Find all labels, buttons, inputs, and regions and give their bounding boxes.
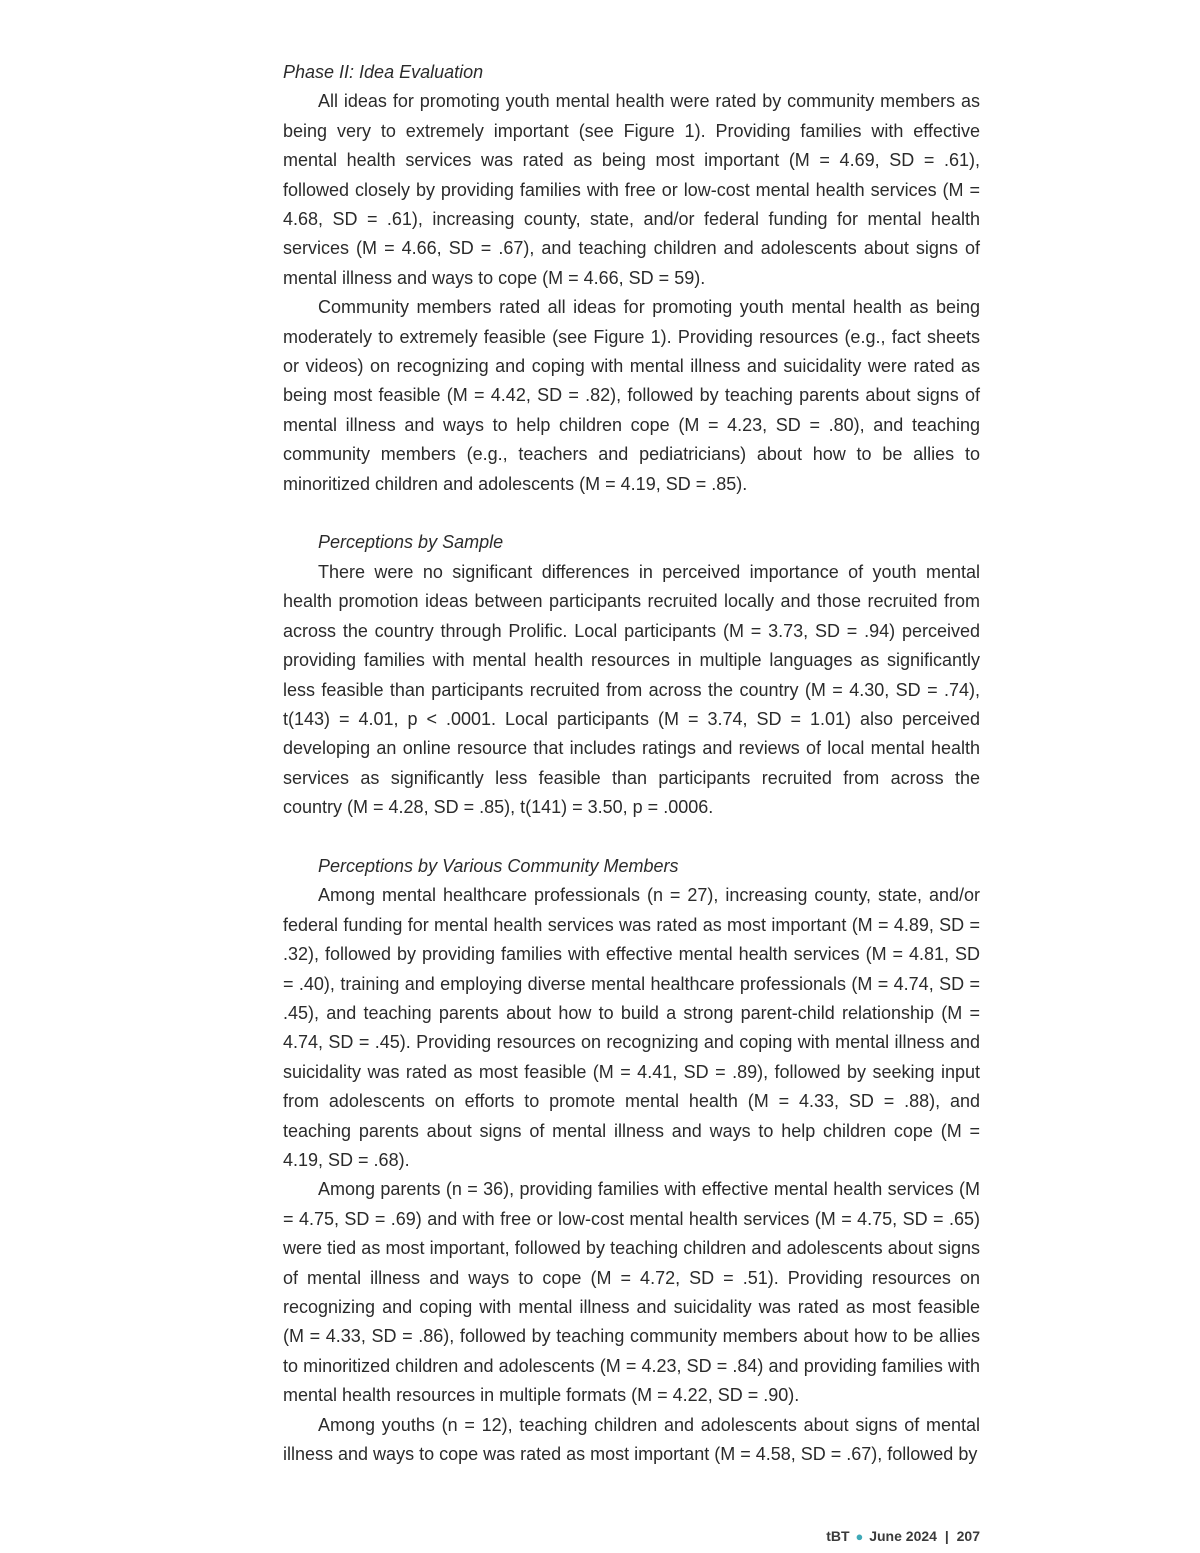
paragraph-mental-health-professionals: Among mental healthcare professionals (n = 27), increasing county, state, and/or federal funding for mental health services was rated as most important (M = 4.89, SD = .32), followed by providing families with effective mental health services (M = 4.81, SD = .40), training and employing diverse mental healthcare professionals (M = 4.74, SD = .45), and teaching parents about how to build a strong parent-child relationship (M = 4.74, SD = .45). Providing resources on recognizing and coping with mental illness and suicidality was rated as most feasible (M = 4.41, SD = .89), followed by seeking input from adolescents on efforts to promote mental health (M = 4.33, SD = .88), and teaching parents about signs of mental illness and ways to help children cope (M = 4.19, SD = .68).: [283, 885, 980, 1170]
footer-separator: |: [944, 1528, 949, 1544]
issue-date: June 2024: [869, 1528, 937, 1544]
section-spacer: [283, 499, 980, 528]
article-body: [283, 58, 980, 1469]
page-number: 207: [956, 1528, 980, 1544]
paragraph-sample-differences: There were no significant differences in perceived importance of youth mental health promotion ideas between participants recruited locally and those recruited from across the country through Prolific. Local participants (M = 3.73, SD = .94) perceived providing families with mental health resources in multiple languages as significantly less feasible than participants recruited from across the country (M = 4.30, SD = .74), t(143) = 4.01, p < .0001. Local participants (M = 3.74, SD = 1.01) also perceived developing an online resource that includes ratings and reviews of local mental health services as significantly less feasible than participants recruited from across the country (M = 4.28, SD = .85), t(141) = 3.50, p = .0006.: [283, 561, 980, 818]
section-heading-idea-evaluation: Phase II: Idea Evaluation: [283, 62, 484, 82]
paragraph-youths: Among youths (n = 12), teaching children and adolescents about signs of mental illness and ways to cope was rated as most important (M = 4.58, SD = .67), followed by: [283, 1414, 980, 1465]
bullet-icon: ●: [855, 1529, 864, 1544]
paragraph-importance-ratings: All ideas for promoting youth mental health were rated by community members as being very to extremely important (see Figure 1). Providing families with effective mental health services was rated as being most important (M = 4.69, SD = .61), followed closely by providing families with free or low-cost mental health services (M = 4.68, SD = .61), increasing county, state, and/or federal funding for mental health services (M = 4.66, SD = .67), and teaching children and adolescents about signs of mental illness and ways to cope (M = 4.66, SD = 59).: [283, 91, 980, 288]
section-heading-perceptions-by-sample: Perceptions by Sample: [318, 532, 504, 553]
page-footer: [826, 1528, 980, 1544]
paragraph-feasibility-ratings: Community members rated all ideas for promoting youth mental health as being moderately to extremely feasible (see Figure 1). Providing resources (e.g., fact sheets or videos) on recognizing and coping with mental illness and suicidality were rated as being most feasible (M = 4.42, SD = .82), followed by teaching parents about signs of mental illness and ways to help children cope (M = 4.23, SD = .80), and teaching community members (e.g., teachers and pediatricians) about how to be allies to minoritized children and adolescents (M = 4.19, SD = .85).: [283, 297, 980, 494]
paragraph-parents: Among parents (n = 36), providing families with effective mental health services (M = 4.75, SD = .69) and with free or low-cost mental health services (M = 4.75, SD = .65) were tied as most important, followed by teaching children and adolescents about signs of mental illness and ways to cope (M = 4.72, SD = .51). Providing resources on recognizing and coping with mental illness and suicidality was rated as most feasible (M = 4.33, SD = .86), followed by teaching community members about how to be allies to minoritized children and adolescents (M = 4.23, SD = .84) and providing families with mental health resources in multiple formats (M = 4.22, SD = .90).: [283, 1179, 980, 1406]
journal-name: tBT: [826, 1528, 850, 1544]
section-spacer: [283, 823, 980, 852]
section-heading-perceptions-by-community-members: Perceptions by Various Community Members: [318, 855, 679, 876]
